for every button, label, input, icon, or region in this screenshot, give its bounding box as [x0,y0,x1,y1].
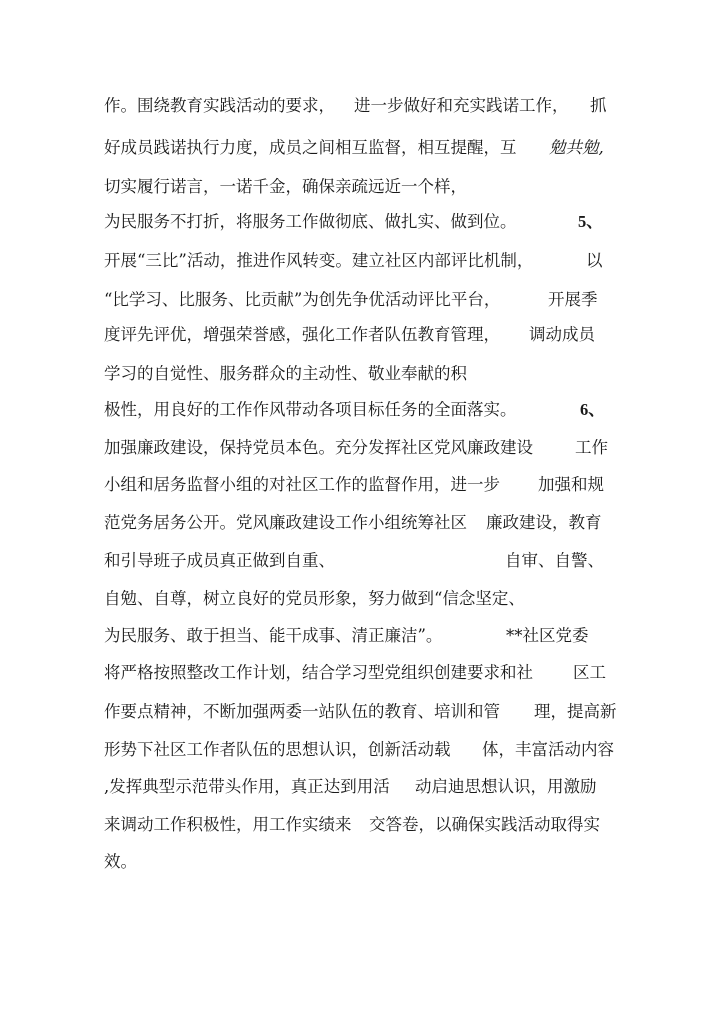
text-segment: 自审、自警、 [505,551,604,570]
text-segment: 进一步做好和充实践诺工作， [354,96,569,115]
text-line [104,623,609,649]
text-segment: ,发挥典型示范带头作用，真正达到用活 [104,777,390,796]
text-segment: 和引导班子成员真正做到自重、 [104,551,335,570]
text-segment-italic: 勉共勉, [549,138,604,157]
text-segment: 为民服务、敢于担当、能干成事、清正廉洁”。 [104,626,443,645]
text-line [104,548,609,574]
text-line [104,397,609,423]
text-segment: 动启迪思想认识，用激励 [415,777,597,796]
text-line [104,135,609,161]
section-number: 5、 [578,212,603,231]
text-segment: 理，提高新 [534,702,617,721]
text-segment: 极性，用良好的工作作风带动各项目标任务的全面落实。 [104,400,517,419]
text-segment: 度评先评优，增强荣誉感，强化工作者队伍教育管理， [104,325,500,344]
text-segment: “比学习、比服务、比贡献”为创先争优活动评比平台， [104,290,501,309]
text-segment: 作要点精神，不断加强两委一站队伍的教育、培训和管 [104,702,500,721]
text-line [104,812,609,838]
text-segment: 形势下社区工作者队伍的思想认识，创新活动载 [104,740,451,759]
text-line [104,435,609,461]
text-segment: 来调动工作积极性，用工作实绩来 [104,815,352,834]
text-line [104,287,609,313]
text-line [104,586,609,612]
text-segment: 以 [586,251,603,270]
text-line [104,660,609,686]
text-segment: 范党务居务公开。党风廉政建设工作小组统筹社区 [104,513,467,532]
text-segment: 抓 [590,96,607,115]
text-segment: 学习的自觉性、服务群众的主动性、敬业奉献的积 [104,364,467,383]
text-segment: 加强廉政建设，保持党员本色。充分发挥社区党风廉政建设 [104,438,533,457]
text-segment: 为民服务不打折，将服务工作做彻底、做扎实、做到位。 [104,212,517,231]
text-segment: 体，丰富活动内容 [482,740,614,759]
text-segment: 调动成员 [529,325,595,344]
text-segment: 交答卷，以确保实践活动取得实 [369,815,600,834]
text-line [104,361,609,387]
text-segment: 廉政建设，教育 [486,513,602,532]
text-line [104,774,609,800]
text-segment: 小组和居务监督小组的对社区工作的监督作用，进一步 [104,475,500,494]
text-segment: 作。围绕教育实践活动的要求， [104,96,335,115]
text-segment: 自勉、自尊，树立良好的党员形象，努力做到“信念坚定、 [104,589,525,608]
text-segment: 效。 [104,852,137,871]
text-line [104,849,609,875]
text-line [104,248,609,274]
text-line [104,93,609,119]
text-segment: 将严格按照整改工作计划，结合学习型党组织创建要求和社 [104,663,533,682]
text-line [104,209,609,235]
text-segment: 开展季 [548,290,598,309]
text-segment: 工作 [575,438,608,457]
text-line [104,472,609,498]
text-line [104,510,609,536]
text-segment: 开展“三比”活动，推进作风转变。建立社区内部评比机制， [104,251,534,270]
text-segment: 好成员践诺执行力度，成员之间相互监督，相互提醒，互 [104,138,517,157]
text-line [104,737,614,763]
text-line [104,322,609,348]
text-segment: **社区党委 [506,626,589,645]
text-segment: 区工 [573,663,606,682]
text-line [104,174,609,200]
text-segment: 加强和规 [538,475,604,494]
text-segment: 切实履行诺言，一诺千金，确保亲疏远近一个样， [104,177,467,196]
section-number: 6、 [580,400,605,419]
text-line [104,699,617,725]
